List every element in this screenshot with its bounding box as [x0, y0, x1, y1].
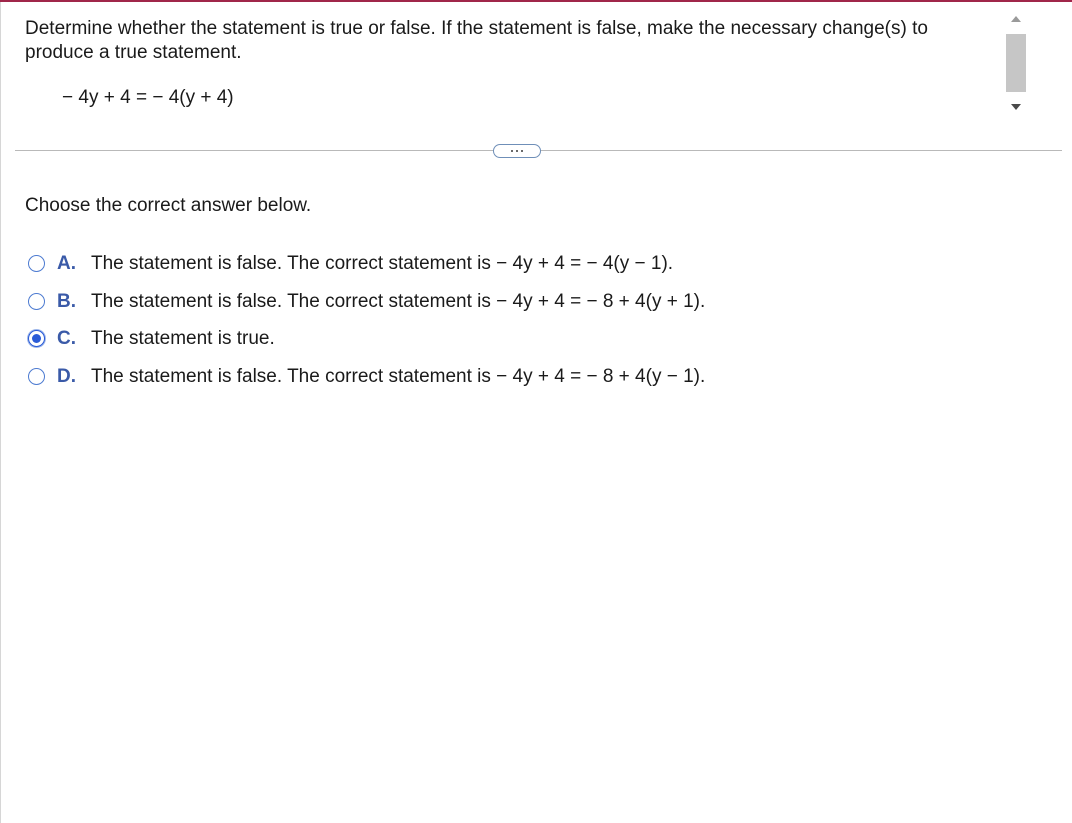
- choice-text: The statement is true.: [91, 328, 275, 349]
- choice-d[interactable]: [25, 365, 1025, 403]
- triangle-down-icon[interactable]: [1011, 104, 1021, 110]
- radio-button-d[interactable]: [28, 368, 45, 385]
- choice-text: The statement is false. The correct statement is − 4y + 4 = − 8 + 4(y − 1).: [91, 365, 706, 387]
- choice-c[interactable]: [25, 327, 1025, 365]
- radio-button-b[interactable]: [28, 293, 45, 310]
- radio-button-c[interactable]: [28, 330, 45, 347]
- question-scrollbar[interactable]: [1006, 12, 1026, 122]
- answer-choices: [25, 252, 1025, 402]
- question-equation: − 4y + 4 = − 4(y + 4): [62, 87, 234, 108]
- answer-prompt: Choose the correct answer below.: [25, 195, 312, 216]
- question-instruction: Determine whether the statement is true or false. If the statement is false, make the necessary change(s) to produce a true statement.: [25, 18, 928, 63]
- choice-a[interactable]: [25, 252, 1025, 290]
- triangle-up-icon[interactable]: [1011, 16, 1021, 22]
- choice-text: The statement is false. The correct statement is − 4y + 4 = − 8 + 4(y + 1).: [91, 290, 706, 312]
- question-pane: [0, 2, 1036, 130]
- ellipsis-icon-dot: [521, 150, 523, 152]
- choice-text: The statement is false. The correct statement is − 4y + 4 = − 4(y − 1).: [91, 253, 674, 274]
- ellipsis-icon-dot: [516, 150, 518, 152]
- choice-letter: D.: [57, 365, 76, 387]
- expand-handle-button[interactable]: [493, 144, 541, 158]
- choice-letter: C.: [57, 328, 76, 349]
- scrollbar-thumb[interactable]: [1006, 34, 1026, 92]
- choice-letter: A.: [57, 253, 76, 274]
- choice-b[interactable]: [25, 290, 1025, 328]
- radio-button-a[interactable]: [28, 255, 45, 272]
- ellipsis-icon: [511, 150, 513, 152]
- choice-letter: B.: [57, 290, 76, 312]
